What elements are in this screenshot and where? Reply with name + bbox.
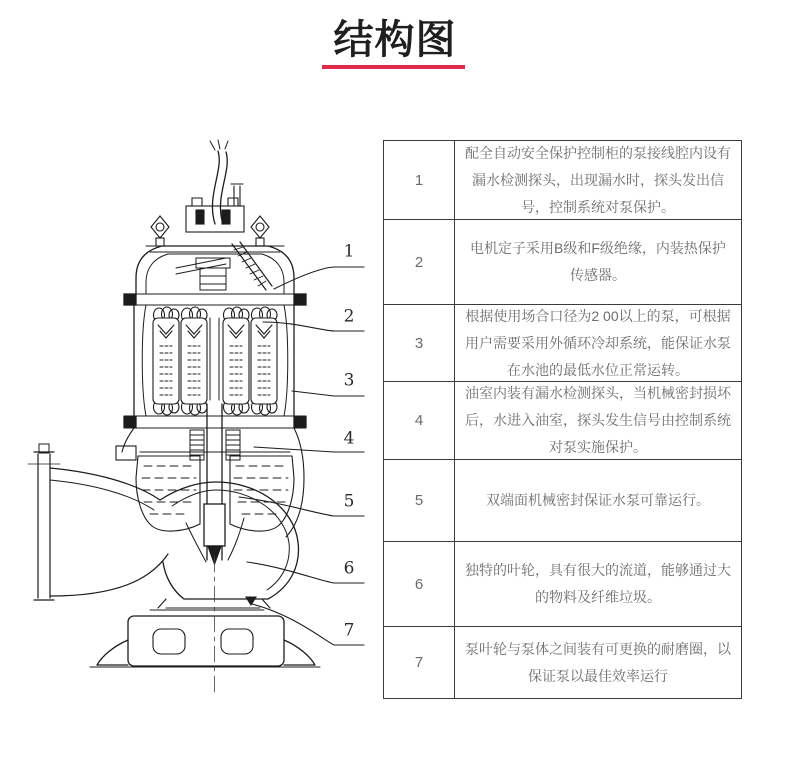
table-row [384,459,741,541]
row-number: 4 [384,382,455,459]
table-row [384,219,741,304]
row-description: 油室内装有漏水检测探头，当机械密封损坏后，水进入油室，探头发生信号由控制系统对泵实施保护。 [465,385,731,455]
table-row [384,541,741,626]
callout-7: 7 [343,620,355,641]
base-stand [90,556,320,694]
volute-casing [160,482,298,599]
table-row [384,381,741,459]
row-description: 泵叶轮与泵体之间装有可更换的耐磨圈，以保证泵以最佳效率运行 [465,640,731,684]
row-number: 6 [384,542,455,626]
callout-2: 2 [343,306,355,327]
lower-flange [124,416,306,428]
row-number: 5 [384,460,455,541]
table-row [384,141,741,219]
row-number: 3 [384,305,455,381]
table-row [384,304,741,381]
row-description: 配全自动安全保护控制柜的泵接线腔内设有漏水检测探头，出现漏水时，探头发出信号，控制系统对泵保护。 [465,144,731,215]
callout-6: 6 [343,558,355,579]
pump-diagram [0,130,380,710]
title-underline [322,65,465,69]
lifting-eyes [151,216,269,246]
discharge-outlet [28,444,168,600]
row-number: 7 [384,627,455,698]
row-description: 独特的叶轮，具有很大的流道，能够通过大的物料及纤维垃圾。 [465,562,731,605]
callout-5: 5 [343,491,355,512]
page-title: 结构图 [333,18,457,62]
row-number: 2 [384,220,455,304]
row-number: 1 [384,141,455,219]
callout-3: 3 [343,370,355,391]
callout-4: 4 [343,428,355,449]
top-cover [136,242,294,294]
table-row [384,626,741,698]
row-description: 根据使用场合口径为2 00以上的泵，可根据用户需要采用外循环冷却系统，能保证水泵在水池的最低水位正常运转。 [465,307,731,378]
feature-table [383,140,742,699]
row-description: 双端面机械密封保证水泵可靠运行。 [486,492,710,508]
junction-box [186,184,244,232]
upper-flange [124,294,306,305]
row-description: 电机定子采用B级和F级绝缘，内装热保护传感器。 [470,240,726,283]
callout-1: 1 [343,241,355,262]
